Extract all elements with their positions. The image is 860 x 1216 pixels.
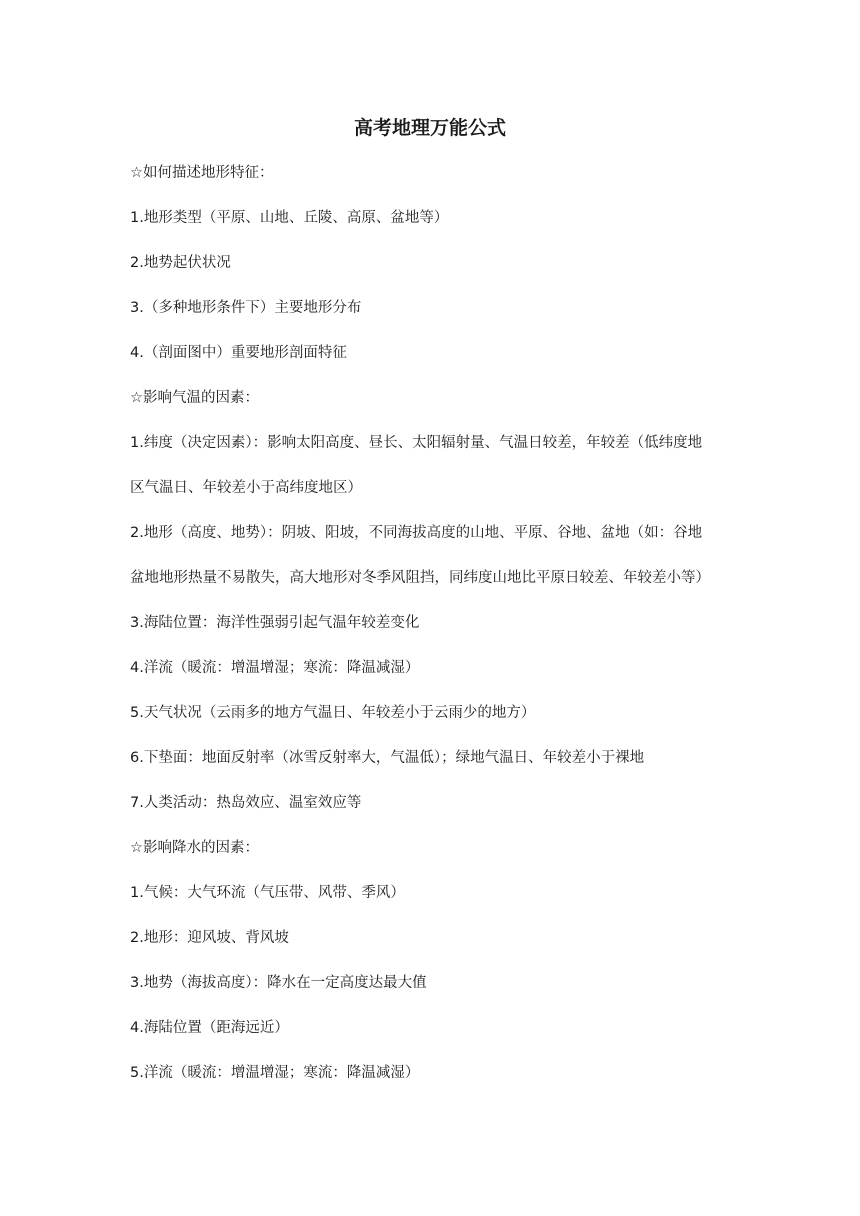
paragraph-line: 1.纬度（决定因素）：影响太阳高度、昼长、太阳辐射量、气温日较差，年较差（低纬度地 — [130, 435, 703, 451]
paragraph-line: 3.海陆位置：海洋性强弱引起气温年较差变化 — [130, 615, 420, 631]
section-heading-precipitation: ☆影响降水的因素： — [130, 840, 259, 856]
paragraph-line: 7.人类活动：热岛效应、温室效应等 — [130, 795, 362, 811]
paragraph-line: 4.海陆位置（距海远近） — [130, 1020, 289, 1036]
paragraph-line: 盆地地形热量不易散失，高大地形对冬季风阻挡，同纬度山地比平原日较差、年较差小等） — [130, 570, 710, 586]
paragraph-line: 3.（多种地形条件下）主要地形分布 — [130, 300, 362, 316]
paragraph-line: 5.洋流（暖流：增温增湿；寒流：降温减湿） — [130, 1065, 420, 1081]
paragraph-line: 5.天气状况（云雨多的地方气温日、年较差小于云雨少的地方） — [130, 705, 536, 721]
paragraph-line: 4.洋流（暖流：增温增湿；寒流：降温减湿） — [130, 660, 420, 676]
paragraph-line: 1.气候：大气环流（气压带、风带、季风） — [130, 885, 405, 901]
paragraph-line: 2.地形：迎风坡、背风坡 — [130, 930, 289, 946]
paragraph-line: 6.下垫面：地面反射率（冰雪反射率大，气温低）；绿地气温日、年较差小于裸地 — [130, 750, 645, 766]
paragraph-line: 区气温日、年较差小于高纬度地区） — [130, 480, 362, 496]
paragraph-line: 2.地势起伏状况 — [130, 255, 231, 271]
document-title: 高考地理万能公式 — [353, 117, 506, 139]
section-heading-temperature: ☆影响气温的因素： — [130, 390, 259, 406]
paragraph-line: 1.地形类型（平原、山地、丘陵、高原、盆地等） — [130, 210, 449, 226]
paragraph-line: 4.（剖面图中）重要地形剖面特征 — [130, 345, 347, 361]
paragraph-line: 3.地势（海拔高度）：降水在一定高度达最大值 — [130, 975, 427, 991]
paragraph-line: 2.地形（高度、地势）：阴坡、阳坡，不同海拔高度的山地、平原、谷地、盆地（如：谷地 — [130, 525, 703, 541]
section-heading-terrain: ☆如何描述地形特征： — [130, 165, 274, 181]
